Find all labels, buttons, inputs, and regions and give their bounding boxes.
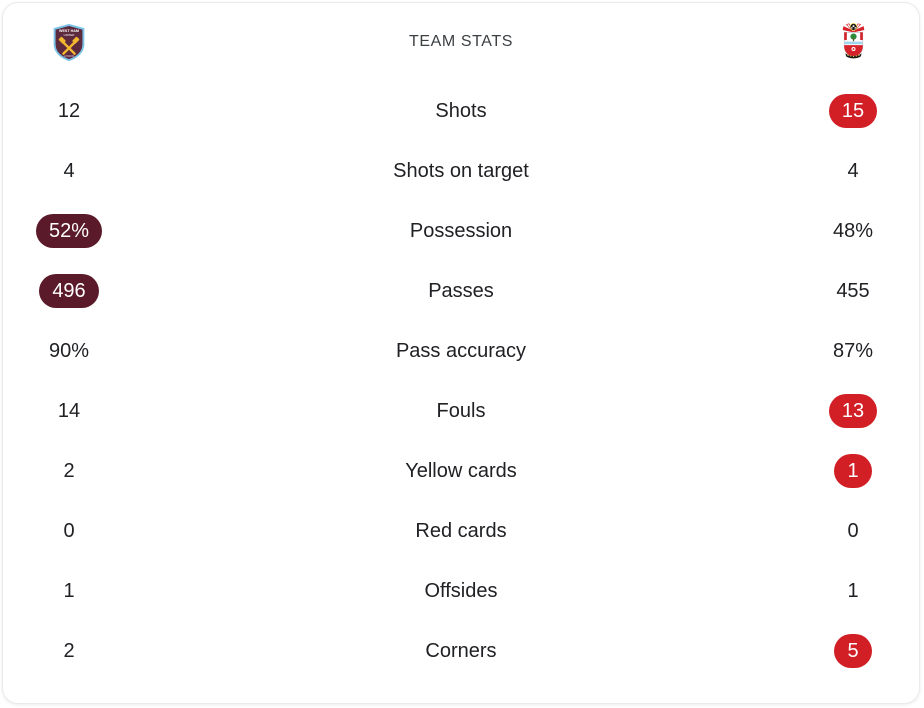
svg-text:LONDON: LONDON <box>63 54 75 58</box>
stat-label: Possession <box>409 219 513 242</box>
away-stat-badge: 15 <box>829 94 877 128</box>
stat-row <box>3 381 919 441</box>
home-stat-value: 2 <box>63 640 75 662</box>
stat-label: Shots <box>435 99 487 122</box>
stat-label: Shots on target <box>393 159 529 182</box>
stat-label: Yellow cards <box>405 459 517 482</box>
away-stat-value: 87% <box>832 340 874 362</box>
away-stat-badge: 13 <box>829 394 877 428</box>
stat-row <box>3 261 919 321</box>
home-stat-value: 1 <box>63 580 75 602</box>
home-stat-value: 0 <box>63 520 75 542</box>
home-stat-value: 2 <box>63 460 75 482</box>
away-stat-value: 1 <box>847 580 859 602</box>
southampton-crest-icon <box>838 23 869 61</box>
home-stat-value: 4 <box>63 160 75 182</box>
home-stat-value: 90% <box>48 340 90 362</box>
stat-label: Fouls <box>436 399 486 422</box>
stat-label: Red cards <box>415 519 507 542</box>
away-team-logo-cell <box>787 23 919 61</box>
home-stat-badge: 496 <box>39 274 98 308</box>
away-stat-badge: 1 <box>834 454 871 488</box>
home-stat-badge: 52% <box>36 214 102 248</box>
svg-text:WEST HAM: WEST HAM <box>59 28 79 33</box>
stat-label: Corners <box>425 639 497 662</box>
stat-row <box>3 81 919 141</box>
stat-row <box>3 561 919 621</box>
stats-title: TEAM STATS <box>408 33 514 50</box>
stat-row <box>3 321 919 381</box>
stats-row-list <box>3 81 919 681</box>
team-stats-card <box>2 2 920 704</box>
stat-row <box>3 141 919 201</box>
west-ham-crest-icon <box>53 24 85 61</box>
home-stat-value: 14 <box>57 400 81 422</box>
away-stat-value: 455 <box>836 280 870 302</box>
svg-text:UNITED: UNITED <box>63 32 75 37</box>
away-stat-value: 4 <box>847 160 859 182</box>
away-stat-value: 0 <box>847 520 859 542</box>
stat-row <box>3 621 919 681</box>
stat-row <box>3 501 919 561</box>
home-stat-value: 12 <box>57 100 81 122</box>
away-stat-badge: 5 <box>834 634 871 668</box>
away-stat-value: 48% <box>832 220 874 242</box>
stat-label: Passes <box>428 279 494 302</box>
home-team-logo-cell <box>3 24 135 61</box>
stat-row <box>3 201 919 261</box>
stat-row <box>3 441 919 501</box>
stats-header <box>3 3 919 81</box>
stat-label: Pass accuracy <box>395 339 527 362</box>
stat-label: Offsides <box>424 579 498 602</box>
